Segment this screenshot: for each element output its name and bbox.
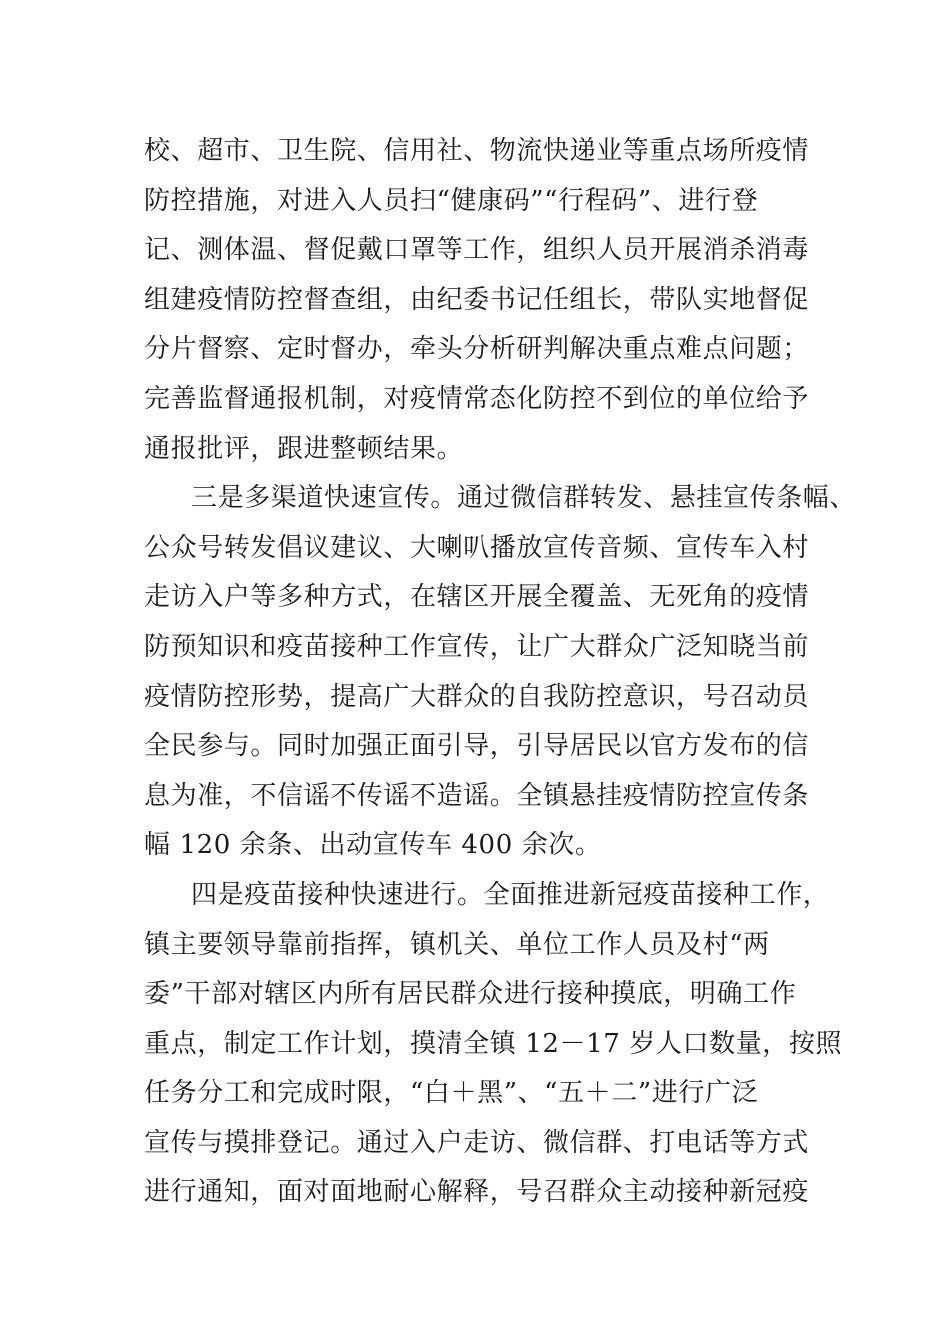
paragraph-start-line: 四是疫苗接种快速进行。全面推进新冠疫苗接种工作， xyxy=(191,879,830,910)
text-line: 组建疫情防控督查组，由纪委书记任组长，带队实地督促 xyxy=(144,284,810,315)
text-line: 防控措施，对进入人员扫“健康码”“行程码”、进行登 xyxy=(144,185,759,216)
text-line: 镇主要领导靠前指挥，镇机关、单位工作人员及村“两 xyxy=(144,929,770,960)
text-line: 全民参与。同时加强正面引导，引导居民以官方发布的信 xyxy=(144,731,810,762)
paragraph-start-line: 三是多渠道快速宣传。通过微信群转发、悬挂宣传条幅、 xyxy=(191,483,857,514)
text-line: 息为准，不信谣不传谣不造谣。全镇悬挂疫情防控宣传条 xyxy=(144,780,810,811)
text-line: 疫情防控形势，提高广大群众的自我防控意识，号召动员 xyxy=(144,681,810,712)
text-line: 公众号转发倡议建议、大喇叭播放宣传音频、宣传车入村 xyxy=(144,532,810,563)
text-line: 记、测体温、督促戴口罩等工作，组织人员开展消杀消毒 xyxy=(144,235,810,266)
text-line: 校、超市、卫生院、信用社、物流快递业等重点场所疫情 xyxy=(144,136,810,166)
text-line: 通报批评，跟进整顿结果。 xyxy=(144,433,464,464)
text-line: 委”干部对辖区内所有居民群众进行接种摸底，明确工作 xyxy=(144,979,797,1010)
text-line: 重点，制定工作计划，摸清全镇 12－17 岁人口数量，按照 xyxy=(144,1028,843,1059)
text-line: 完善监督通报机制，对疫情常态化防控不到位的单位给予 xyxy=(144,383,810,414)
text-line: 进行通知，面对面地耐心解释，号召群众主动接种新冠疫 xyxy=(144,1177,810,1208)
text-line: 防预知识和疫苗接种工作宣传，让广大群众广泛知晓当前 xyxy=(144,631,810,662)
text-line: 分片督察、定时督办，牵头分析研判解决重点难点问题； xyxy=(144,334,810,365)
text-line: 幅 120 余条、出动宣传车 400 余次。 xyxy=(144,830,602,861)
text-line: 宣传与摸排登记。通过入户走访、微信群、打电话等方式 xyxy=(144,1127,810,1158)
body-text xyxy=(144,127,857,1218)
text-line: 走访入户等多种方式，在辖区开展全覆盖、无死角的疫情 xyxy=(144,582,810,613)
text-line: 任务分工和完成时限，“白＋黑”、“五＋二”进行广泛 xyxy=(144,1078,759,1109)
